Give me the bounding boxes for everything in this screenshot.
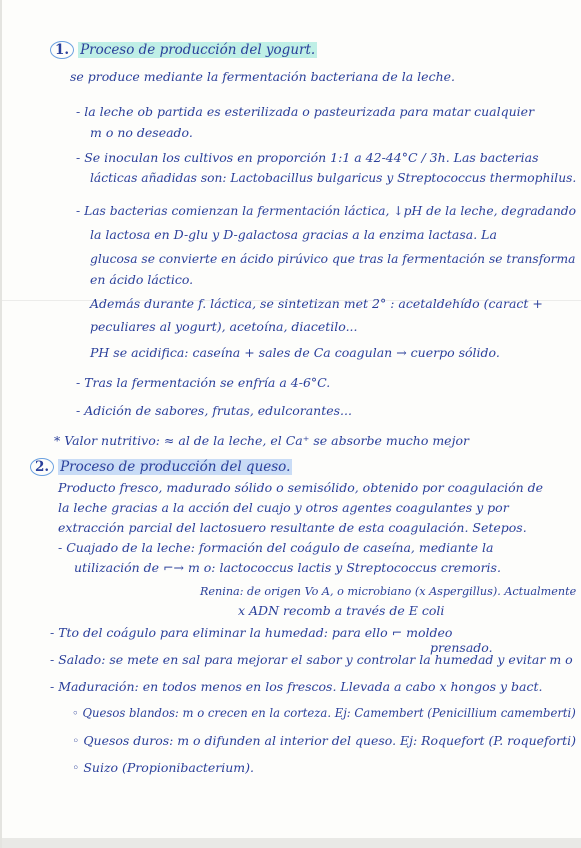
s1-bullet-2-line-2: lácticas añadidas son: Lactobacillus bulgaricus y Streptococcus thermophilus.	[90, 171, 577, 185]
s2-bullet-4-item-1: ◦ Quesos blandos: m o crecen en la corteza. Ej: Camembert (Penicillium camemberti)	[72, 706, 576, 720]
s1-bullet-4: - Tras la fermentación se enfría a 4-6°C.	[76, 375, 331, 390]
s2-bullet-2-line-2: prensado.	[430, 640, 493, 655]
section-2-heading	[30, 458, 292, 476]
s1-bullet-5: - Adición de sabores, frutas, edulcorantes...	[76, 403, 352, 418]
s1-bullet-3-line-4: en ácido láctico.	[90, 272, 194, 287]
s1-bullet-1-line-1: - la leche ob partida es esterilizada o pasteurizada para matar cualquier	[76, 104, 535, 119]
page-bottom-edge	[2, 838, 581, 848]
s1-bullet-3-line-1: - Las bacterias comienzan la fermentación láctica, ↓pH de la leche, degradando	[76, 204, 577, 218]
section-1-number: 1.	[50, 41, 74, 59]
s2-bullet-1-line-2: utilización de ⌐→ m o: lactococcus lactis y Streptococcus cremoris.	[74, 560, 501, 575]
s1-bullet-3-line-3: glucosa se convierte en ácido pirúvico que tras la fermentación se transforma	[90, 252, 576, 266]
s1-bullet-3-line-2: la lactosa en D-glu y D-galactosa gracias a la enzima lactasa. La	[90, 227, 497, 242]
section-2-number: 2.	[30, 458, 54, 476]
s2-definition-line-2: la leche gracias a la acción del cuajo y otros agentes coagulantes y por	[58, 500, 509, 515]
s1-bullet-1-line-2: m o no deseado.	[90, 125, 193, 140]
s2-definition-line-1: Producto fresco, madurado sólido o semisólido, obtenido por coagulación de	[58, 480, 544, 495]
s1-bullet-2-line-1: - Se inoculan los cultivos en proporción 1:1 a 42-44°C / 3h. Las bacterias	[76, 150, 539, 165]
s2-bullet-1-line-4: x ADN recomb a través de E coli	[238, 603, 445, 618]
s1-bullet-3-line-5: Además durante f. láctica, se sintetizan met 2° : acetaldehído (caract +	[90, 296, 543, 311]
s2-definition-line-3: extracción parcial del lactosuero resultante de esta coagulación. Setepos.	[58, 520, 527, 535]
s2-bullet-3: - Salado: se mete en sal para mejorar el sabor y controlar la humedad y evitar m o	[50, 652, 573, 667]
section-1-title: Proceso de producción del yogurt.	[80, 42, 316, 58]
s2-bullet-4-item-2: ◦ Quesos duros: m o difunden al interior del queso. Ej: Roquefort (P. roqueforti)	[72, 733, 576, 748]
s2-bullet-4: - Maduración: en todos menos en los frescos. Llevada a cabo x hongos y bact.	[50, 679, 543, 694]
section-1-heading	[50, 41, 317, 59]
section-2-title: Proceso de producción del queso.	[60, 459, 291, 475]
s1-bullet-3-line-6: peculiares al yogurt), acetoína, diacetilo...	[90, 319, 358, 334]
s1-bullet-3-line-7: PH se acidifica: caseína + sales de Ca coagulan → cuerpo sólido.	[90, 345, 500, 360]
s1-nutrition-note: * Valor nutritivo: ≈ al de la leche, el Ca⁺ se absorbe mucho mejor	[54, 433, 469, 448]
s2-bullet-2-line-1: - Tto del coágulo para eliminar la humedad: para ello ⌐ moldeo	[50, 625, 453, 640]
s2-bullet-1-line-1: - Cuajado de la leche: formación del coágulo de caseína, mediante la	[58, 540, 494, 555]
s2-bullet-1-line-3: Renina: de origen Vo A, o microbiano (x Aspergillus). Actualmente	[200, 585, 577, 598]
s2-bullet-4-item-3: ◦ Suizo (Propionibacterium).	[72, 760, 255, 775]
section-1-intro: se produce mediante la fermentación bacteriana de la leche.	[70, 69, 455, 84]
